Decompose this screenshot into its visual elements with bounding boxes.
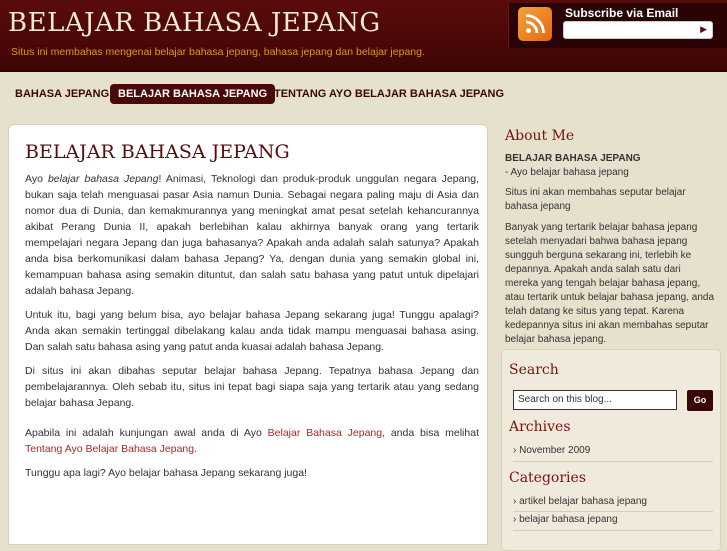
text-span: Ayo: [25, 173, 48, 185]
category-link[interactable]: › belajar bahasa jepang: [513, 514, 618, 525]
post-paragraph: Untuk itu, bagi yang belum bisa, ayo belajar bahasa Jepang sekarang juga! Tunggu apalagi? Anda akan semakin tertinggal dibelakang kalau anda tidak mampu menguasai bahasa asing. Dan salah satu bahasa asing yang patut anda kuasai adalah bahasa Jepang.: [25, 309, 479, 353]
emphasis-text: belajar bahasa Jepang: [47, 173, 159, 185]
archives-title: Archives: [509, 419, 571, 435]
main-nav: [0, 72, 727, 118]
about-text: Situs ini akan membahas seputar belajar bahasa jepang: [505, 187, 686, 212]
subscribe-box: [508, 3, 727, 48]
about-title: About Me: [505, 128, 575, 144]
divider: [513, 461, 713, 462]
text-span: Apabila ini adalah kunjungan awal anda di Ayo: [25, 427, 268, 439]
site-tagline: Situs ini membahas mengenai belajar bahasa jepang, bahasa jepang dan belajar jepang.: [11, 46, 425, 58]
nav-item-tentang[interactable]: TENTANG AYO BELAJAR BAHASA JEPANG: [274, 88, 505, 100]
sidebar: [494, 120, 727, 545]
site-header: [0, 0, 727, 72]
post-body: [25, 171, 479, 489]
nav-item-belajar-bahasa-jepang[interactable]: BELAJAR BAHASA JEPANG: [110, 84, 275, 104]
about-name: BELAJAR BAHASA JEPANG: [505, 153, 641, 164]
link-tentang[interactable]: Tentang Ayo Belajar Bahasa Jepang: [25, 443, 195, 455]
about-subtitle: - Ayo belajar bahasa jepang: [505, 167, 629, 178]
search-input[interactable]: Search on this blog...: [513, 390, 677, 410]
about-text: Banyak yang tertarik belajar bahasa jepang setelah menyadari bahwa bahasa jepang sungguh berguna sekarang ini, terlebih ke depannya. Apakah anda salah satu dari mereka yang tengah belajar bahasa jepang, atau tertarik untuk belajar bahasa jepang, anda telah datang ke situs yang tepat. Karena kedepannya situs ini akan membahas seputar belajar bahasa jepang.: [505, 222, 715, 345]
archive-link[interactable]: › November 2009: [513, 445, 591, 456]
post-title: BELAJAR BAHASA JEPANG: [25, 141, 290, 163]
post-paragraph: Tunggu apa lagi? Ayo belajar bahasa Jepang sekarang juga!: [25, 467, 307, 479]
subscribe-title: Subscribe via Email: [565, 6, 679, 20]
post-paragraph: [25, 171, 479, 299]
nav-item-bahasa-jepang[interactable]: BAHASA JEPANG: [15, 88, 110, 100]
search-title: Search: [509, 362, 559, 378]
post-paragraph: Di situs ini akan dibahas seputar belajar bahasa Jepang. Tepatnya bahasa Jepang dan pembelajarannya. Oleh sebab itu, situs ini tepat bagi siapa saja yang tertarik atau yang sedang belajar bahasa Jepang.: [25, 365, 479, 409]
text-span: , anda bisa melihat: [382, 427, 479, 439]
search-go-button[interactable]: Go: [687, 390, 713, 411]
divider: [513, 530, 713, 531]
post-paragraph: [25, 425, 479, 457]
link-belajar-bahasa-jepang[interactable]: Belajar Bahasa Jepang: [267, 427, 383, 439]
submit-arrow-icon[interactable]: ▶: [700, 25, 707, 35]
text-span: .: [194, 443, 198, 455]
main-content: [8, 124, 488, 545]
rss-feed-icon[interactable]: [518, 7, 552, 41]
category-link[interactable]: › artikel belajar bahasa jepang: [513, 496, 647, 507]
categories-title: Categories: [509, 470, 586, 486]
divider: [513, 511, 713, 512]
site-title[interactable]: BELAJAR BAHASA JEPANG: [8, 8, 381, 38]
text-span: ! Animasi, Teknologi dan produk-produk unggulan negara Jepang, bukan saja telah menguasai pasar Asia namun Dunia. Sebagai negara paling maju di Asia dan nomor dua di Dunia, dan kemakmurannya yang meningkat amat pesat setelah kehancurannya akibat Perang Dunia II, apakah berlebihan kalau akhirnya banyak orang yang tertarik mempelajari negara Jepang dan juga bahasanya? Apakah anda adalah salah satunya? Apakah anda bisa berkomunikasi dalam bahasa Jepang? Ya, dengan dunia yang semakin global ini, kemampuan bahasa asing semakin dituntut, dan salah satu bahasa yang patut untuk dipelajari adalah bahasa Jepang.: [25, 173, 479, 297]
subscribe-email-input[interactable]: [563, 21, 713, 39]
